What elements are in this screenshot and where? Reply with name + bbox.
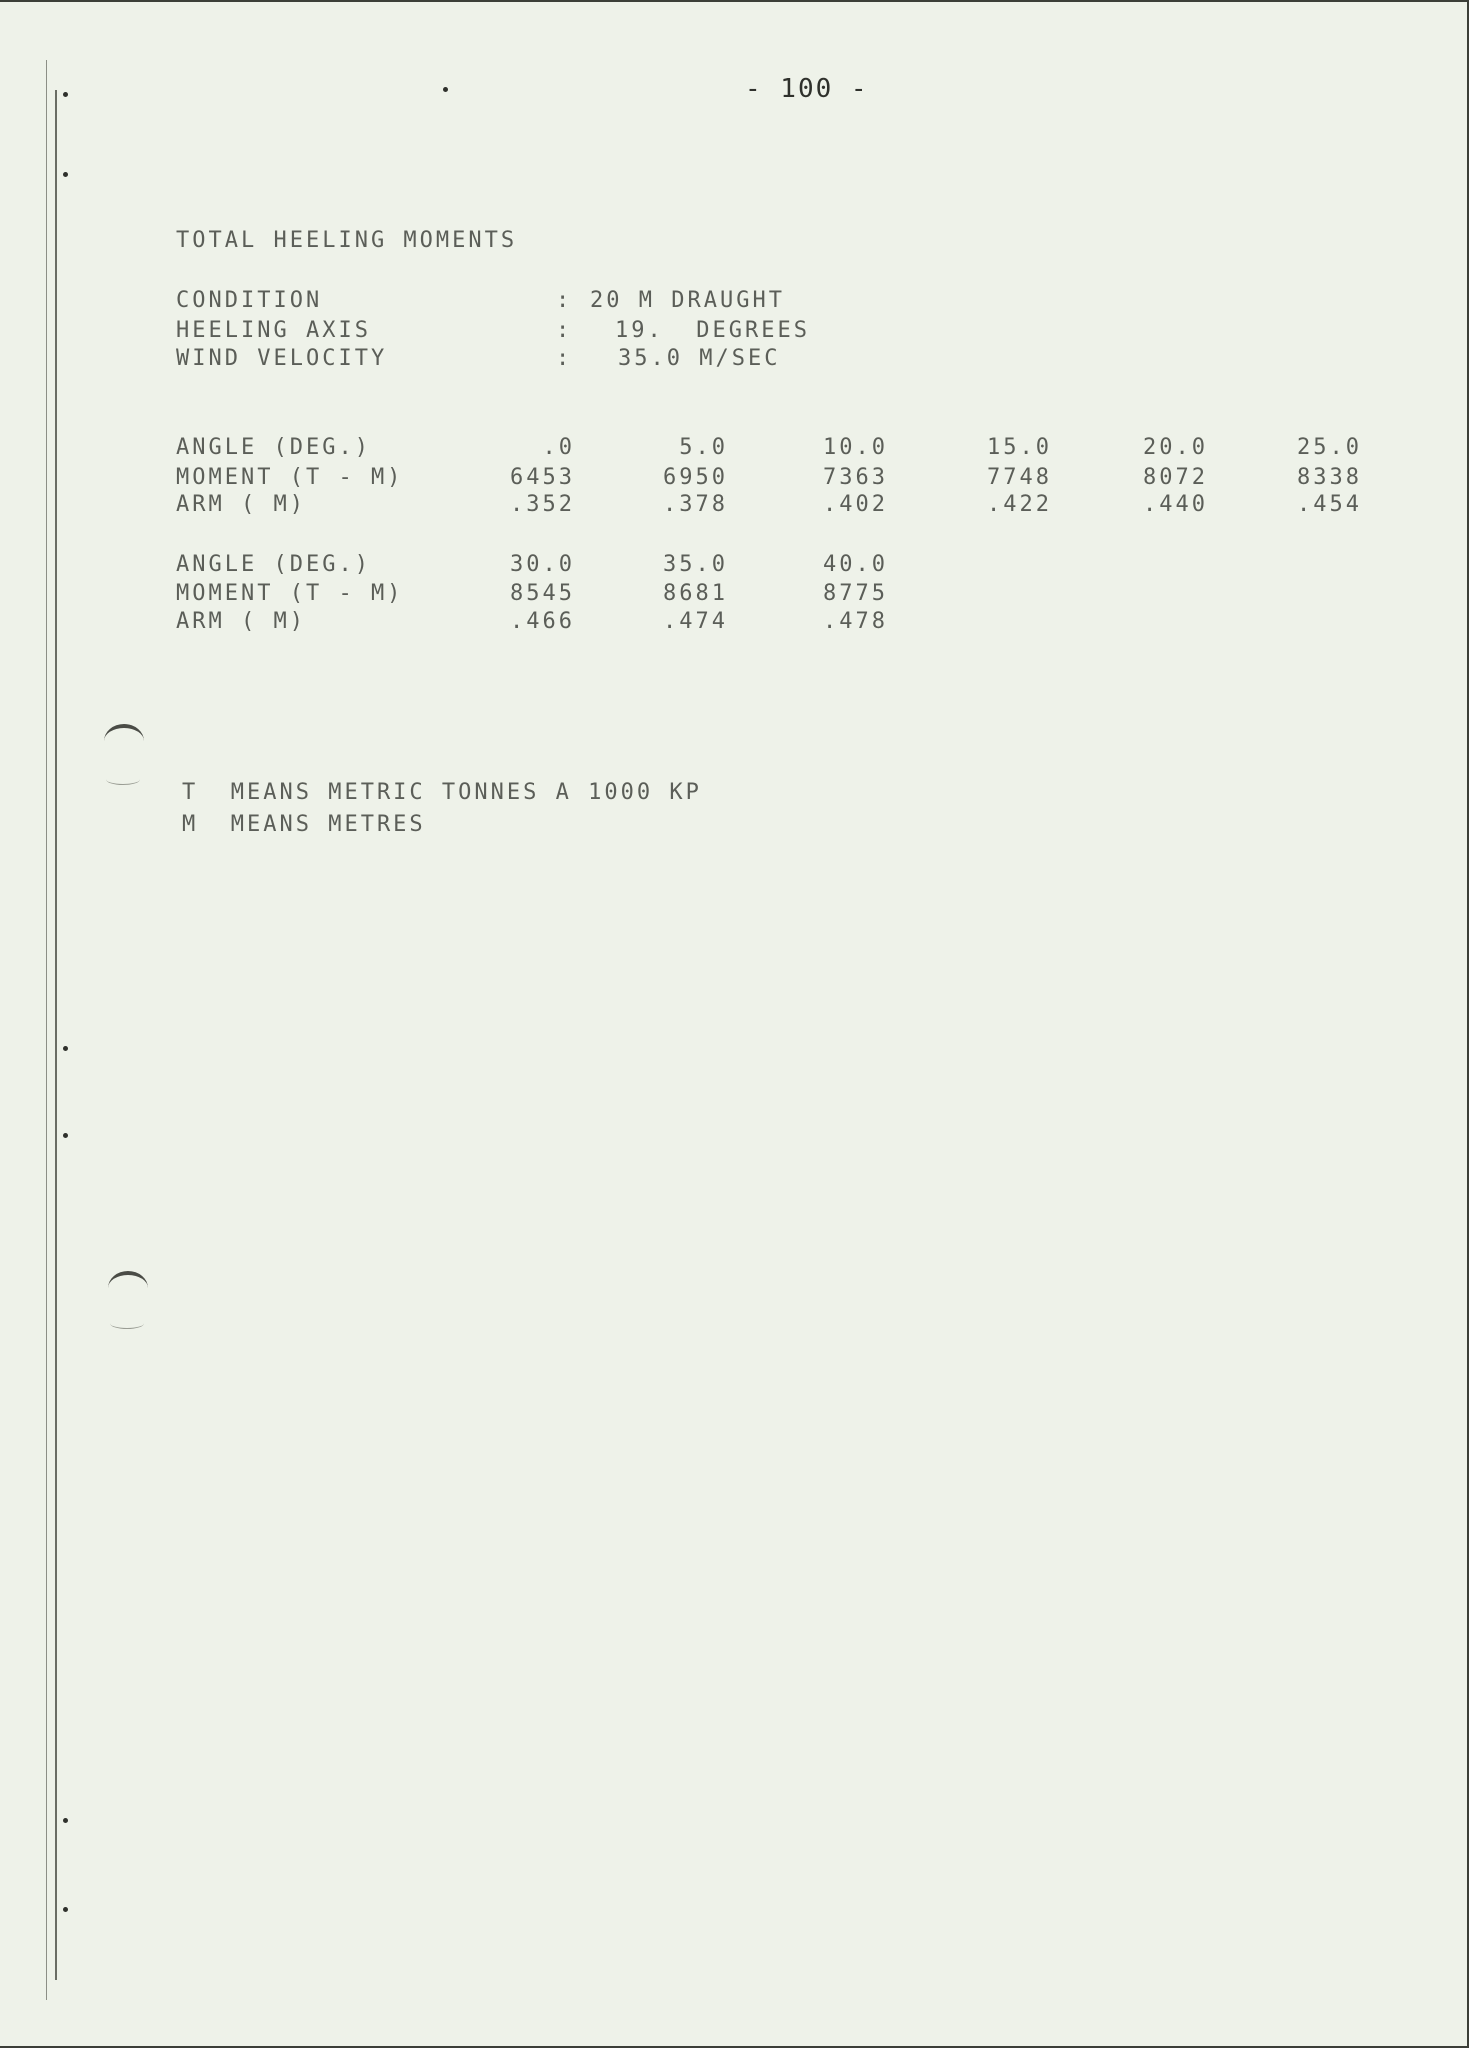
margin-dot <box>63 1818 68 1823</box>
table1-row-label: ANGLE (DEG.) <box>176 435 371 460</box>
param-value-condition: 20 M DRAUGHT <box>590 288 785 313</box>
table1-cell: 8338 <box>1297 465 1362 490</box>
table1-cell: .352 <box>510 492 575 517</box>
table2-row-label: MOMENT (T - M) <box>176 581 404 606</box>
punch-hole <box>108 1271 148 1305</box>
table1-row-label: MOMENT (T - M) <box>176 465 404 490</box>
param-label-condition: CONDITION <box>176 288 323 313</box>
table1-cell: 7363 <box>823 465 888 490</box>
param-value-wind-velocity: 35.0 M/SEC <box>618 346 781 371</box>
table1-cell: 8072 <box>1143 465 1208 490</box>
param-sep: : <box>556 318 573 343</box>
table2-cell: 8775 <box>823 581 888 606</box>
margin-dot <box>63 172 68 177</box>
margin-dot <box>63 1907 68 1912</box>
param-label-heeling-axis: HEELING AXIS <box>176 318 371 343</box>
punch-hole-shadow <box>110 1318 144 1329</box>
margin-dot <box>443 87 448 92</box>
param-sep: : <box>556 346 573 371</box>
table2-row-label: ARM ( M) <box>176 609 306 634</box>
table2-cell: 35.0 <box>663 552 728 577</box>
document-title: TOTAL HEELING MOMENTS <box>176 228 518 253</box>
table1-cell: 20.0 <box>1143 435 1208 460</box>
table2-cell: .478 <box>823 609 888 634</box>
param-value-heeling-axis: 19. DEGREES <box>615 318 810 343</box>
table2-cell: .474 <box>663 609 728 634</box>
margin-dot <box>63 92 68 97</box>
param-sep: : <box>556 288 573 313</box>
table1-cell: 10.0 <box>823 435 888 460</box>
table2-cell: 40.0 <box>823 552 888 577</box>
table1-cell: 7748 <box>987 465 1052 490</box>
table2-cell: 8545 <box>510 581 575 606</box>
table1-cell: 25.0 <box>1297 435 1362 460</box>
table1-cell: 6453 <box>510 465 575 490</box>
table1-cell: 15.0 <box>987 435 1052 460</box>
table2-cell: .466 <box>510 609 575 634</box>
table2-row-label: ANGLE (DEG.) <box>176 552 371 577</box>
table1-cell: 6950 <box>663 465 728 490</box>
punch-hole <box>104 724 144 758</box>
table2-cell: 8681 <box>663 581 728 606</box>
footnote: T MEANS METRIC TONNES A 1000 KP <box>182 780 702 805</box>
binding-margin-line-inner <box>55 90 57 1980</box>
param-label-wind-velocity: WIND VELOCITY <box>176 346 388 371</box>
table1-cell: .378 <box>663 492 728 517</box>
table1-cell: .402 <box>823 492 888 517</box>
table2-cell: 30.0 <box>510 552 575 577</box>
table1-cell: .440 <box>1143 492 1208 517</box>
binding-margin-line <box>46 60 47 2000</box>
margin-dot <box>63 1046 68 1051</box>
footnote: M MEANS METRES <box>182 812 426 837</box>
page-number: - 100 - <box>745 74 869 104</box>
punch-hole-shadow <box>106 774 140 785</box>
table1-cell: .454 <box>1297 492 1362 517</box>
table1-cell: .422 <box>987 492 1052 517</box>
table1-row-label: ARM ( M) <box>176 492 306 517</box>
margin-dot <box>63 1133 68 1138</box>
table1-cell: .0 <box>542 435 575 460</box>
table1-cell: 5.0 <box>679 435 728 460</box>
